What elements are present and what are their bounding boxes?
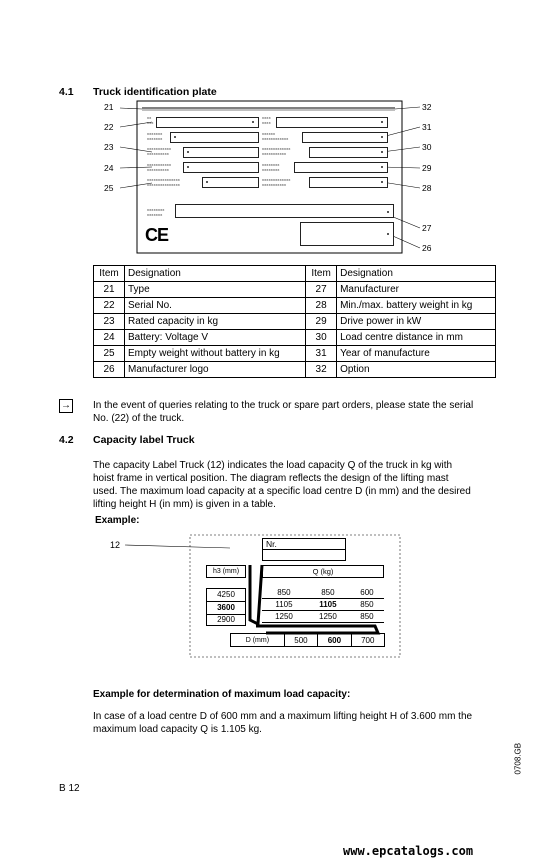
plate-field-load-centre [309, 147, 388, 158]
document-code: 0708.GB [513, 742, 523, 775]
paragraph-line: hoist frame in vertical position. The diagram reflects the design of the lifting mast [93, 473, 449, 484]
callout-31: 31 [422, 122, 432, 132]
table-row [94, 362, 496, 378]
q-row [262, 599, 384, 611]
callout-28: 28 [422, 183, 432, 193]
section-title: Capacity label Truck [93, 434, 195, 446]
table-cell: Type [125, 282, 306, 298]
table-cell: Load centre distance in mm [337, 330, 496, 346]
note-line: No. (22) of the truck. [93, 413, 185, 424]
q-cell: 850 [262, 587, 306, 599]
plate-field-year [302, 132, 388, 143]
table-row [94, 330, 496, 346]
table-cell: 31 [306, 346, 337, 362]
table-header-cell: Designation [337, 266, 496, 282]
table-header-cell: Item [306, 266, 337, 282]
table-cell: Min./max. battery weight in kg [337, 298, 496, 314]
paragraph-line: lifting height H (in mm) is given in a table. [93, 499, 276, 510]
plate-field-empty-weight [202, 177, 259, 188]
nr-label: Nr. [263, 539, 345, 550]
q-cell: 850 [350, 611, 384, 623]
table-cell: Year of manufacture [337, 346, 496, 362]
callout-24: 24 [104, 163, 114, 173]
plate-field-battery-weight [309, 177, 388, 188]
plate-field-capacity [183, 147, 259, 158]
note-line: In the event of queries relating to the truck or spare part orders, please state the serial [93, 400, 474, 411]
section-number: 4.2 [59, 434, 74, 446]
example-text [93, 710, 508, 736]
callout-27: 27 [422, 223, 432, 233]
table-cell: 23 [94, 314, 125, 330]
table-cell: Battery: Voltage V [125, 330, 306, 346]
callout-29: 29 [422, 163, 432, 173]
table-cell: Rated capacity in kg [125, 314, 306, 330]
example-heading: Example for determination of maximum load capacity: [93, 689, 351, 700]
table-cell: Empty weight without battery in kg [125, 346, 306, 362]
table-cell: 30 [306, 330, 337, 346]
q-row [262, 587, 384, 599]
height-value: 2900 [217, 615, 235, 624]
q-table [262, 587, 384, 623]
table-cell: 27 [306, 282, 337, 298]
table-row [94, 314, 496, 330]
table-cell: Manufacturer [337, 282, 496, 298]
plate-field-drive-power [294, 162, 388, 173]
callout-22: 22 [104, 122, 114, 132]
table-cell: 24 [94, 330, 125, 346]
table-cell: 29 [306, 314, 337, 330]
arrow-right-icon: → [61, 400, 71, 411]
q-cell: 600 [350, 587, 384, 599]
table-cell: Manufacturer logo [125, 362, 306, 378]
d-row [231, 634, 385, 647]
h3-header: h3 (mm) [206, 565, 246, 578]
table-header-row [94, 266, 496, 282]
q-cell: 1105 [306, 599, 350, 611]
d-cell: 600 [318, 634, 351, 647]
d-cell: 700 [351, 634, 384, 647]
example-label: Example: [95, 515, 140, 526]
callout-12: 12 [110, 540, 121, 550]
q-cell: 1105 [262, 599, 306, 611]
page-number: B 12 [59, 783, 80, 794]
designation-table [93, 265, 496, 378]
section-title: Truck identification plate [93, 86, 217, 98]
capacity-label-figure [110, 532, 405, 662]
table-cell: 25 [94, 346, 125, 362]
plate-field-serial [170, 132, 259, 143]
table-cell: 22 [94, 298, 125, 314]
d-cell: 500 [284, 634, 317, 647]
nr-box [262, 538, 346, 561]
capacity-paragraph [93, 459, 503, 511]
plate-field-manufacturer [175, 204, 394, 218]
callout-21: 21 [104, 102, 114, 112]
d-table [230, 633, 385, 647]
height-value: 4250 [217, 590, 235, 599]
table-cell: Serial No. [125, 298, 306, 314]
callout-32: 32 [422, 102, 432, 112]
ce-mark: CE [145, 225, 169, 245]
watermark-link[interactable]: www.epcatalogs.com [343, 844, 474, 858]
callout-23: 23 [104, 142, 114, 152]
table-cell: Option [337, 362, 496, 378]
example-line: In case of a load centre D of 600 mm and a maximum lifting height H of 3.600 mm the [93, 711, 473, 722]
callout-30: 30 [422, 142, 432, 152]
table-cell: 28 [306, 298, 337, 314]
identification-plate-figure: 21 22 23 24 25 32 31 30 29 28 27 26 xx xxx xxxxxxx xxxxxxx xxxxxxxxxxx xxxxxxxxxx xxxxxxxxxxx xxxxxxxxxx xxxxxxxxxxxxxxx xxxxxxxxxxxxxxx xxxx xxxx xxxxxx xxxxxxxxxxxx xxxxxxxxxxxxx xxxxxxxxxxx xxxxxxxx xxxxxxxx xxxxxxxxxxxxx xxxxxxxxxxx xxxxxxxx xxxxxxx CE [90, 100, 450, 258]
callout-26: 26 [422, 243, 432, 253]
table-row [94, 346, 496, 362]
table-cell: Drive power in kW [337, 314, 496, 330]
plate-field-logo [300, 222, 394, 246]
heights-box [206, 588, 246, 626]
section-number: 4.1 [59, 86, 74, 98]
callout-25: 25 [104, 183, 114, 193]
plate-field-option [276, 117, 388, 128]
q-cell: 850 [306, 587, 350, 599]
q-header: Q (kg) [262, 565, 384, 578]
q-cell: 850 [350, 599, 384, 611]
note-text [93, 399, 503, 425]
table-header-cell: Item [94, 266, 125, 282]
table-cell: 32 [306, 362, 337, 378]
table-cell: 26 [94, 362, 125, 378]
height-value: 3600 [207, 601, 245, 615]
plate-field-battery [183, 162, 259, 173]
q-cell: 1250 [262, 611, 306, 623]
q-row [262, 611, 384, 623]
paragraph-line: The capacity Label Truck (12) indicates the load capacity Q of the truck in kg with [93, 460, 453, 471]
example-line: maximum load capacity Q is 1.105 kg. [93, 724, 262, 735]
paragraph-line: used. The maximum load capacity at a specific load centre D (in mm) and the desired [93, 486, 471, 497]
q-cell: 1250 [306, 611, 350, 623]
table-header-cell: Designation [125, 266, 306, 282]
table-row [94, 298, 496, 314]
d-header: D (mm) [231, 634, 285, 647]
table-row [94, 282, 496, 298]
plate-field-type [156, 117, 259, 128]
table-cell: 21 [94, 282, 125, 298]
